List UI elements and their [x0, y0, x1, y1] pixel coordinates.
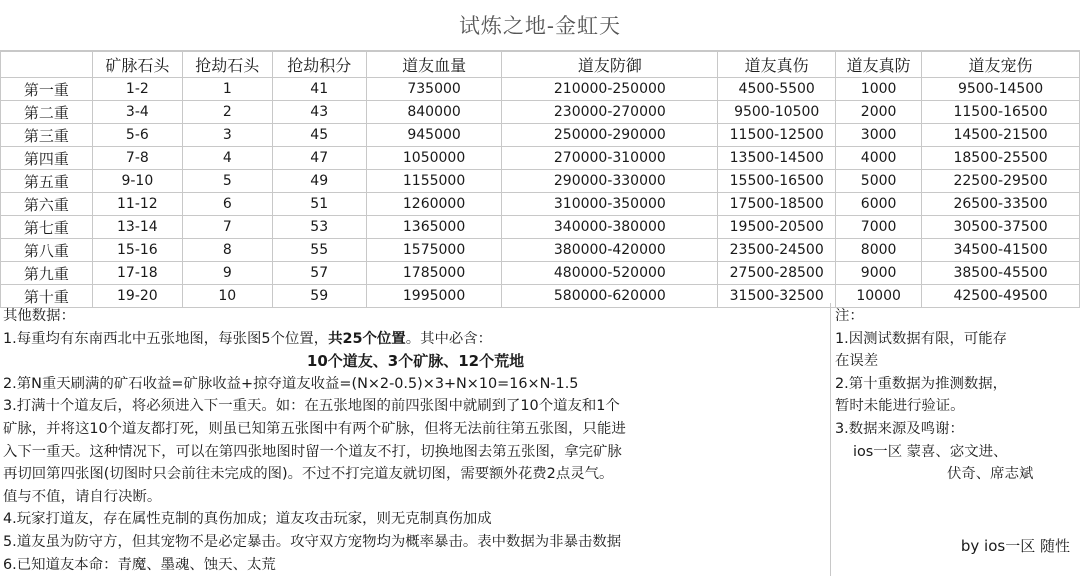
table-cell: 340000-380000	[502, 216, 718, 239]
table-cell: 230000-270000	[502, 101, 718, 124]
table-cell: 34500-41500	[922, 239, 1080, 262]
table-cell: 250000-290000	[502, 124, 718, 147]
remark-line: 在误差	[835, 353, 879, 370]
table-cell: 23500-24500	[718, 239, 836, 262]
table-cell: 5000	[836, 170, 922, 193]
table-cell: 49	[272, 170, 366, 193]
credits-line: 伏奇、席志斌	[947, 466, 1034, 483]
table-cell: 380000-420000	[502, 239, 718, 262]
table-row	[1, 124, 1080, 147]
table-cell: 14500-21500	[922, 124, 1080, 147]
table-cell: 6000	[836, 193, 922, 216]
table-cell: 1365000	[366, 216, 502, 239]
table-cell: 55	[272, 239, 366, 262]
table-cell: 19-20	[92, 285, 182, 308]
table-cell: 580000-620000	[502, 285, 718, 308]
table-cell: 9500-10500	[718, 101, 836, 124]
table-cell: 840000	[366, 101, 502, 124]
table-cell: 480000-520000	[502, 262, 718, 285]
remark-line: 1.因测试数据有限，可能存	[835, 330, 1008, 347]
table-cell: 17-18	[92, 262, 182, 285]
level-label-cell: 第七重	[1, 216, 93, 239]
table-row	[1, 216, 1080, 239]
table-cell: 3-4	[92, 101, 182, 124]
note-line: 6.已知道友本命：青魔、墨魂、蚀天、太荒	[3, 556, 276, 573]
table-cell: 8	[182, 239, 272, 262]
author-signature: by ios一区 随性	[960, 537, 1070, 555]
table-cell: 1-2	[92, 78, 182, 101]
table-row	[1, 239, 1080, 262]
table-cell: 43	[272, 101, 366, 124]
table-cell: 210000-250000	[502, 78, 718, 101]
table-cell: 4	[182, 147, 272, 170]
table-header-row	[1, 52, 1080, 78]
table-body	[1, 78, 1080, 308]
table-cell: 3000	[836, 124, 922, 147]
table-header: 抢劫石头	[182, 52, 272, 78]
table-cell: 1000	[836, 78, 922, 101]
table-header: 道友防御	[502, 52, 718, 78]
level-label-cell: 第一重	[1, 78, 93, 101]
stats-table	[0, 51, 1080, 308]
remark-line: 2.第十重数据为推测数据，	[835, 375, 1008, 392]
table-cell: 290000-330000	[502, 170, 718, 193]
table-cell: 59	[272, 285, 366, 308]
table-cell: 38500-45500	[922, 262, 1080, 285]
table-cell: 53	[272, 216, 366, 239]
table-cell: 9	[182, 262, 272, 285]
remarks-heading: 注：	[835, 308, 864, 324]
note-line: 值与不值，请自行决断。	[3, 488, 162, 505]
table-cell: 19500-20500	[718, 216, 836, 239]
note-line: 2.第N重天刷满的矿石收益=矿脉收益+掠夺道友收益=(N×2-0.5)×3+N×10=16×N-1.5	[3, 375, 579, 392]
table-cell: 2	[182, 101, 272, 124]
level-label-cell: 第九重	[1, 262, 93, 285]
table-cell: 1575000	[366, 239, 502, 262]
table-cell: 3	[182, 124, 272, 147]
table-cell: 310000-350000	[502, 193, 718, 216]
table-cell: 57	[272, 262, 366, 285]
table-row	[1, 262, 1080, 285]
note-line: 矿脉，并将这10个道友都打死，则虽已知第五张图中有两个矿脉，但将无法前往第五张图，只能进	[3, 420, 626, 437]
note-line: 5.道友虽为防守方，但其宠物不是必定暴击。攻守双方宠物均为概率暴击。表中数据为非暴击数据	[3, 533, 622, 550]
table-cell: 735000	[366, 78, 502, 101]
table-header: 抢劫积分	[272, 52, 366, 78]
table-row	[1, 170, 1080, 193]
table-cell: 30500-37500	[922, 216, 1080, 239]
level-label-cell: 第八重	[1, 239, 93, 262]
table-cell: 15500-16500	[718, 170, 836, 193]
table-cell: 47	[272, 147, 366, 170]
table-cell: 8000	[836, 239, 922, 262]
table-cell: 10	[182, 285, 272, 308]
table-row	[1, 147, 1080, 170]
table-cell: 9-10	[92, 170, 182, 193]
table-cell: 11500-16500	[922, 101, 1080, 124]
table-header: 道友真防	[836, 52, 922, 78]
table-cell: 9500-14500	[922, 78, 1080, 101]
table-cell: 18500-25500	[922, 147, 1080, 170]
table-cell: 1995000	[366, 285, 502, 308]
table-cell: 1155000	[366, 170, 502, 193]
table-header: 道友血量	[366, 52, 502, 78]
level-label-cell: 第十重	[1, 285, 93, 308]
other-data-notes	[3, 305, 828, 576]
table-cell: 4000	[836, 147, 922, 170]
table-header: 道友宠伤	[922, 52, 1080, 78]
note-line: 再切回第四张图(切图时只会前往未完成的图)。不过不打完道友就切图，需要额外花费2点灵气。	[3, 466, 614, 483]
table-cell: 26500-33500	[922, 193, 1080, 216]
table-cell: 945000	[366, 124, 502, 147]
table-header: 道友真伤	[718, 52, 836, 78]
table-row	[1, 78, 1080, 101]
table-row	[1, 193, 1080, 216]
table-cell: 22500-29500	[922, 170, 1080, 193]
table-cell: 27500-28500	[718, 262, 836, 285]
table-cell: 15-16	[92, 239, 182, 262]
table-cell: 7	[182, 216, 272, 239]
table-cell: 42500-49500	[922, 285, 1080, 308]
table-cell: 11-12	[92, 193, 182, 216]
table-cell: 51	[272, 193, 366, 216]
table-cell: 13-14	[92, 216, 182, 239]
note-emphasis: 共25个位置	[328, 330, 406, 347]
remark-line: 暂时未能进行验证。	[835, 398, 965, 415]
table-row	[1, 101, 1080, 124]
table-cell: 10000	[836, 285, 922, 308]
table-cell: 1050000	[366, 147, 502, 170]
note-line: 4.玩家打道友，存在属性克制的真伤加成；道友攻击玩家，则无克制真伤加成	[3, 511, 492, 528]
page-title: 试炼之地-金虹天	[458, 14, 622, 38]
table-header	[1, 52, 93, 78]
table-cell: 5	[182, 170, 272, 193]
note-line: 3.打满十个道友后，将必须进入下一重天。如：在五张地图的前四张图中就刷到了10个道友和1个	[3, 398, 620, 415]
level-label-cell: 第三重	[1, 124, 93, 147]
notes-heading: 其他数据：	[3, 308, 75, 324]
table-cell: 45	[272, 124, 366, 147]
table-header: 矿脉石头	[92, 52, 182, 78]
level-label-cell: 第六重	[1, 193, 93, 216]
table-cell: 17500-18500	[718, 193, 836, 216]
notes-divider	[830, 303, 831, 576]
table-cell: 9000	[836, 262, 922, 285]
note-line: 入下一重天。这种情况下，可以在第四张地图时留一个道友不打，切换地图去第五张图，拿完矿脉	[3, 443, 622, 460]
table-cell: 2000	[836, 101, 922, 124]
table-cell: 11500-12500	[718, 124, 836, 147]
table-cell: 1260000	[366, 193, 502, 216]
table-cell: 41	[272, 78, 366, 101]
table-cell: 1	[182, 78, 272, 101]
table-cell: 6	[182, 193, 272, 216]
table-cell: 13500-14500	[718, 147, 836, 170]
remark-line: 3.数据来源及鸣谢：	[835, 420, 964, 437]
level-label-cell: 第二重	[1, 101, 93, 124]
table-cell: 31500-32500	[718, 285, 836, 308]
table-cell: 7-8	[92, 147, 182, 170]
table-cell: 5-6	[92, 124, 182, 147]
level-label-cell: 第四重	[1, 147, 93, 170]
remarks-notes	[835, 305, 1075, 486]
level-label-cell: 第五重	[1, 170, 93, 193]
note-line: 1.每重均有东南西北中五张地图，每张图5个位置，共25个位置。其中必含：	[3, 330, 493, 347]
table-cell: 270000-310000	[502, 147, 718, 170]
table-cell: 1785000	[366, 262, 502, 285]
credits-line: ios一区 蒙喜、宓文进、	[853, 443, 1008, 460]
table-cell: 7000	[836, 216, 922, 239]
table-cell: 4500-5500	[718, 78, 836, 101]
note-line-emphasis: 10个道友、3个矿脉、12个荒地	[306, 352, 525, 371]
